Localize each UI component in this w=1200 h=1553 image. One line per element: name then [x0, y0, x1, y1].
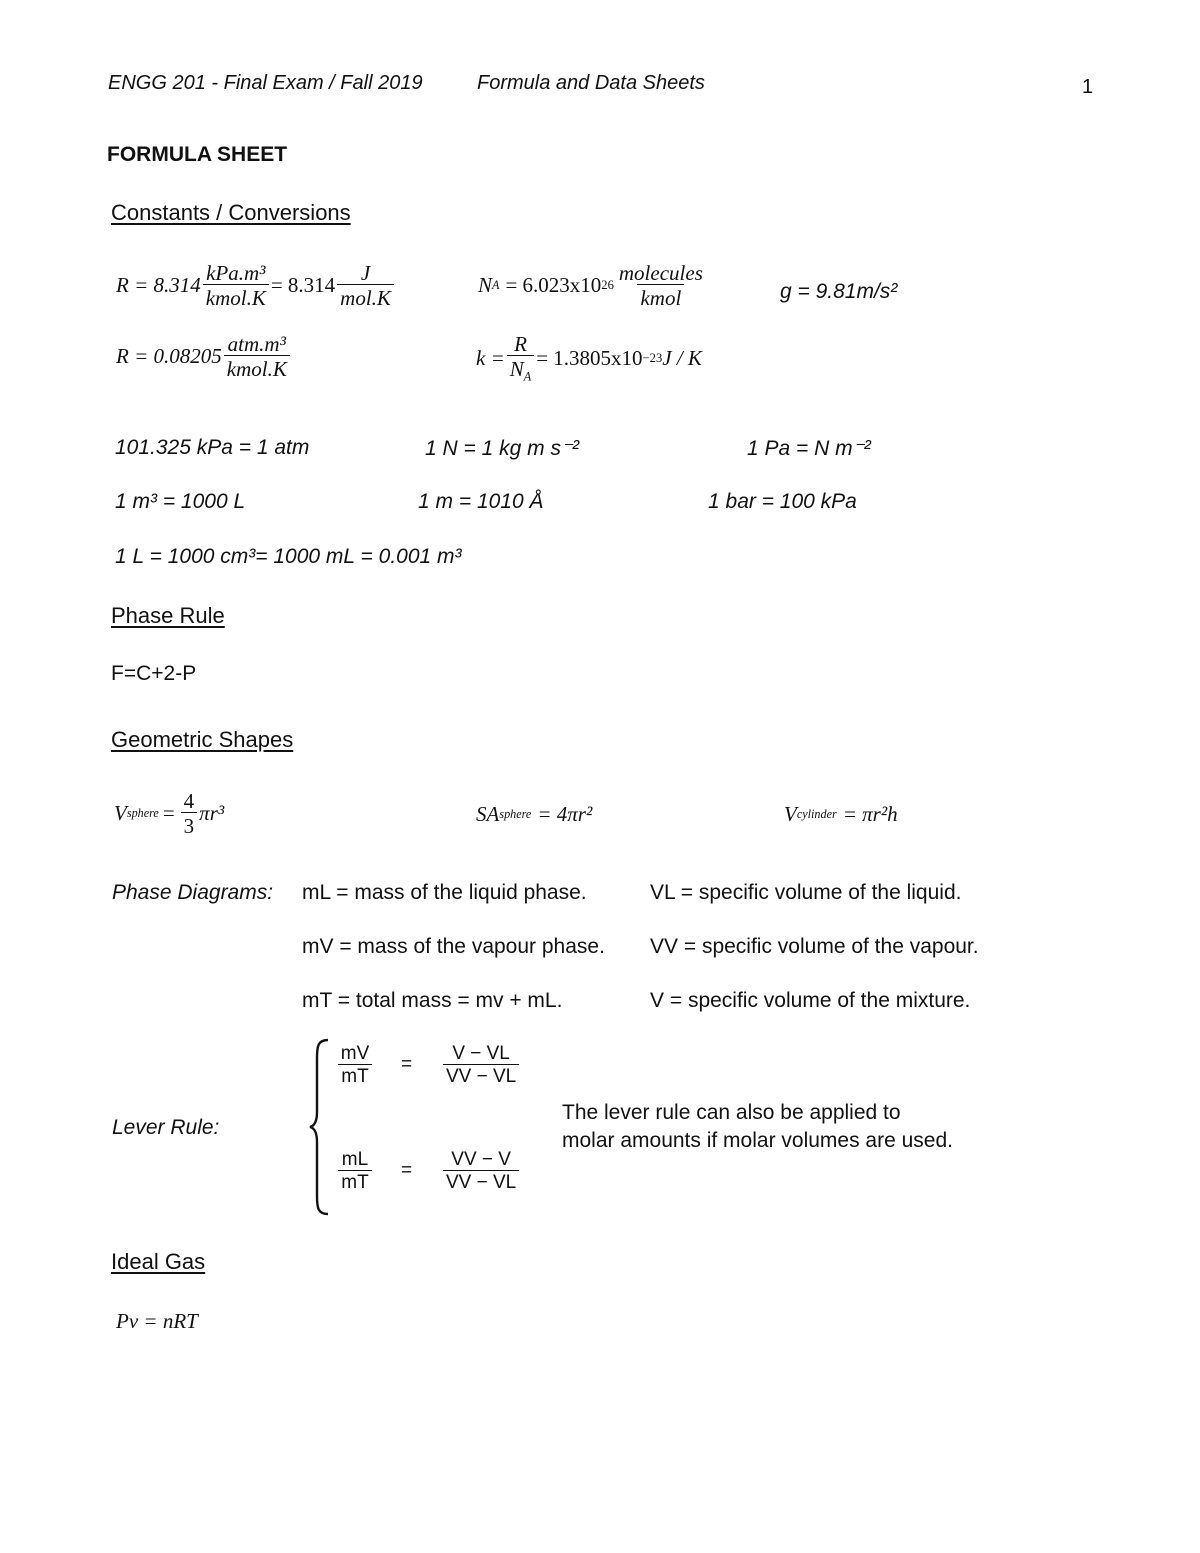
- lever-rule-label: Lever Rule:: [112, 1116, 220, 1139]
- lever-rule-note-line2: molar amounts if molar volumes are used.: [562, 1129, 953, 1152]
- gravity-constant: g = 9.81m/s²: [780, 280, 898, 303]
- mass-vapour-definition: mV = mass of the vapour phase.: [302, 935, 605, 958]
- sphere-sa-rhs: = 4πr²: [537, 802, 593, 826]
- k-lhs: k =: [476, 345, 505, 370]
- cyl-sub: cylinder: [796, 807, 837, 821]
- na-den: kmol: [637, 284, 684, 309]
- section-geometric-heading: Geometric Shapes: [111, 727, 294, 752]
- lever-eq1-den: mT: [338, 1064, 371, 1087]
- r1-mid: = 8.314: [270, 273, 336, 298]
- lever-eq2-rden: VV − VL: [443, 1170, 519, 1193]
- k-exp: −23: [642, 350, 663, 365]
- avogadro-number: [478, 262, 708, 309]
- phase-rule-formula: F=C+2-P: [111, 662, 197, 685]
- header-subtitle: Formula and Data Sheets: [477, 72, 705, 94]
- k-num: R: [514, 332, 527, 356]
- na-mid: = 6.023x10: [505, 273, 602, 298]
- lever-eq1-rnum: V − VL: [452, 1043, 510, 1064]
- sphere-v-den: 3: [181, 812, 198, 837]
- phase-diagrams-label: Phase Diagrams:: [112, 881, 274, 904]
- k-rhs: = 1.3805x10: [536, 345, 643, 370]
- r1-den2: mol.K: [337, 284, 394, 309]
- mass-liquid-definition: mL = mass of the liquid phase.: [302, 881, 587, 904]
- gas-constant-r-kpa: [116, 262, 396, 309]
- conv-pascal: 1 Pa = N m⁻²: [747, 437, 871, 460]
- volume-liquid-definition: VL = specific volume of the liquid.: [650, 881, 962, 904]
- r2-den: kmol.K: [224, 355, 290, 380]
- r1-num1: kPa.m³: [206, 261, 266, 285]
- r2-lhs: R = 0.08205: [116, 344, 222, 369]
- lever-eq2-rnum: VV − V: [451, 1149, 511, 1170]
- na-exp: 26: [601, 278, 614, 293]
- ideal-gas-formula: Pv = nRT: [116, 1309, 198, 1333]
- lever-rule-note-line1: The lever rule can also be applied to: [562, 1101, 901, 1124]
- total-mass-definition: mT = total mass = mv + mL.: [302, 989, 563, 1012]
- cyl-lhs: V: [784, 802, 797, 826]
- gas-constant-r-atm: [116, 333, 292, 380]
- cylinder-volume-formula: [784, 802, 898, 827]
- k-unit: J / K: [662, 345, 702, 370]
- boltzmann-constant: [476, 333, 702, 383]
- conv-bar-kpa: 1 bar = 100 kPa: [708, 490, 857, 513]
- section-constants-heading: Constants / Conversions: [111, 200, 351, 225]
- lever-eq1-rden: VV − VL: [443, 1064, 519, 1087]
- left-brace-icon: [308, 1038, 330, 1216]
- header-course: ENGG 201 - Final Exam / Fall 2019: [108, 72, 423, 94]
- lever-rule-vapour: $\frac{mV}{mT}$ = $\frac{V - VL}{VV - VL}$: [333, 1044, 526, 1087]
- lever-eq1-num: mV: [340, 1043, 370, 1064]
- volume-vapour-definition: VV = specific volume of the vapour.: [650, 935, 979, 958]
- conv-liter: 1 L = 1000 cm³= 1000 mL = 0.001 m³: [115, 545, 462, 568]
- page-number: 1: [1082, 76, 1094, 98]
- lever-eq2-den: mT: [338, 1170, 371, 1193]
- page-title: FORMULA SHEET: [107, 143, 288, 166]
- section-ideal-gas-heading: Ideal Gas: [111, 1249, 206, 1274]
- volume-mixture-definition: V = specific volume of the mixture.: [650, 989, 971, 1012]
- na-num: molecules: [618, 261, 703, 285]
- conv-kpa-atm: 101.325 kPa = 1 atm: [115, 436, 310, 459]
- conv-m-angstrom: 1 m = 1010 Å: [418, 490, 544, 513]
- na-sub: A: [492, 278, 500, 293]
- conv-newton: 1 N = 1 kg m s⁻²: [425, 437, 580, 460]
- sphere-area-formula: [476, 802, 592, 827]
- lever-rule-liquid: $\frac{mL}{mT}$ = $\frac{VV - V}{VV - VL}$: [333, 1150, 526, 1193]
- na-lhs: N: [478, 273, 493, 298]
- sphere-sa-lhs: SA: [476, 802, 500, 826]
- sphere-volume-formula: V sphere = $\frac{4}{3}$ πr³: [114, 789, 225, 839]
- k-den-sub: A: [523, 369, 532, 384]
- sphere-v-lhs: V: [114, 801, 127, 826]
- cyl-rhs: = πr²h: [842, 802, 898, 826]
- sphere-v-rhs: πr³: [199, 801, 225, 826]
- r1-num2: J: [360, 261, 371, 285]
- lever-eq2-num: mL: [341, 1149, 369, 1170]
- sphere-sa-sub: sphere: [499, 807, 532, 821]
- sphere-v-sub: sphere: [126, 806, 159, 821]
- sphere-v-num: 4: [183, 789, 195, 813]
- r1-den1: kmol.K: [203, 284, 269, 309]
- k-den: N: [509, 357, 524, 382]
- r2-num: atm.m³: [227, 332, 286, 356]
- r1-lhs: R = 8.314: [116, 273, 201, 298]
- conv-m3-l: 1 m³ = 1000 L: [115, 490, 246, 513]
- section-phase-rule-heading: Phase Rule: [111, 603, 225, 628]
